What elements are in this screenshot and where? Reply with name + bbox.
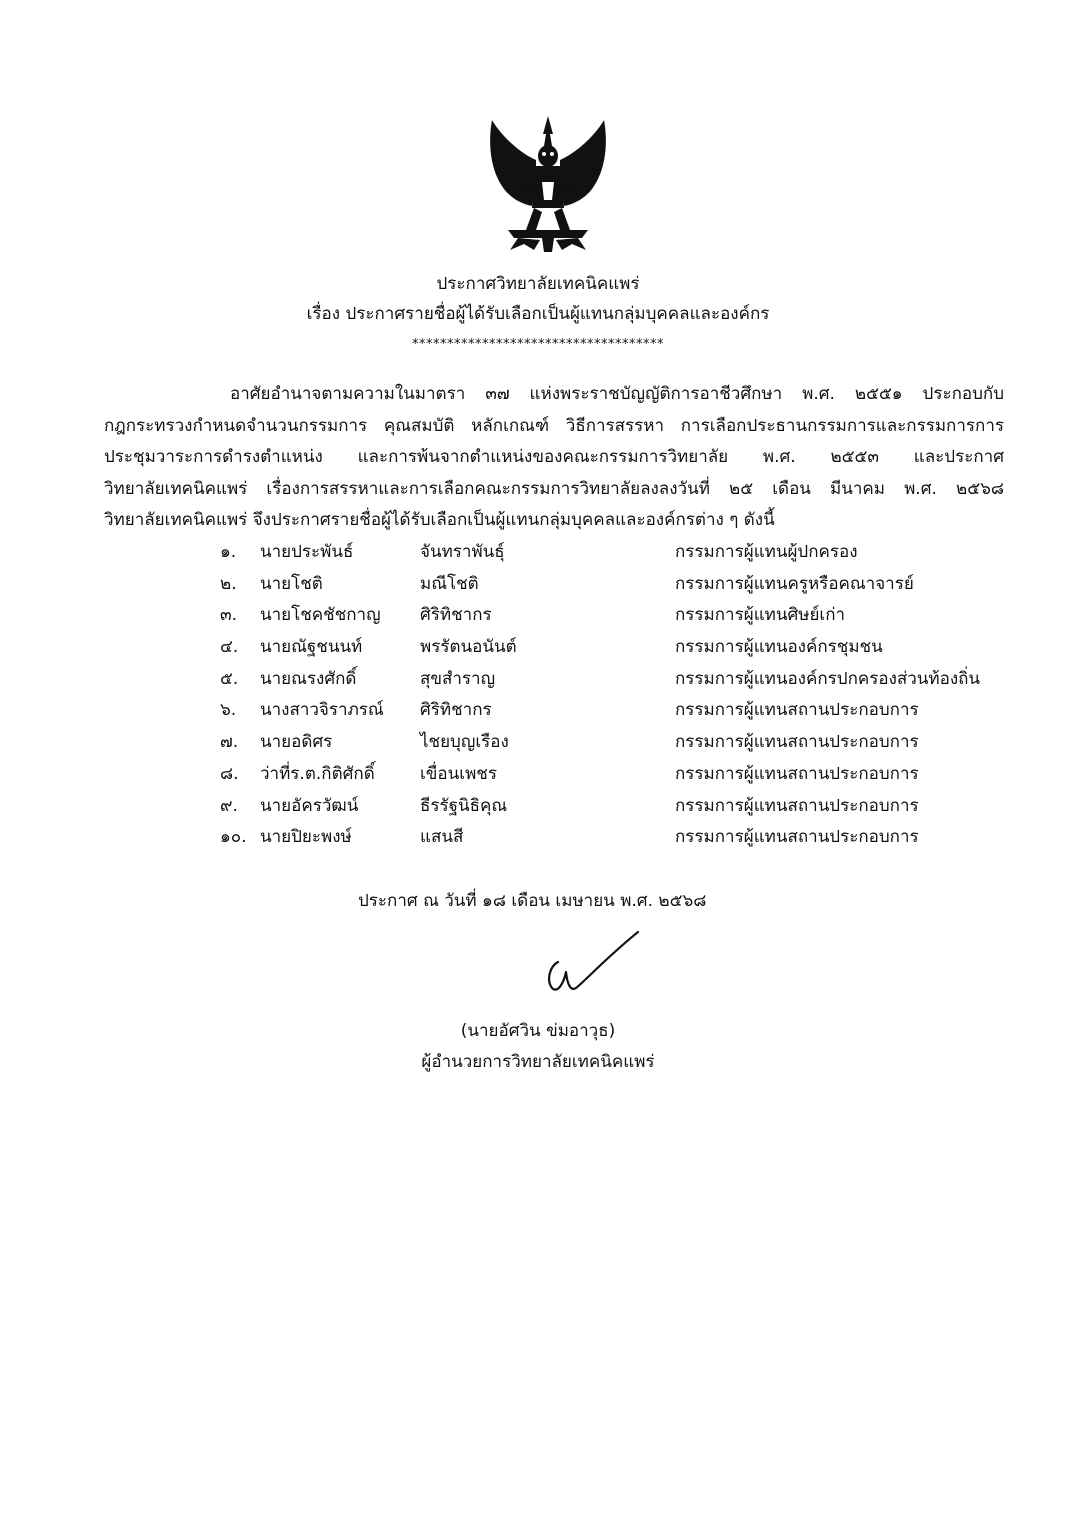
member-last-name: ไชยบุญเรือง (420, 732, 509, 753)
member-last-name: ธีรรัฐนิธิคุณ (420, 795, 508, 816)
member-number: ๗. (220, 732, 239, 753)
body-line: อาศัยอำนาจตามความในมาตรา ๓๗ แห่งพระราชบัญญัติการอาชีวศึกษา พ.ศ. ๒๕๕๑ ประกอบกับ (230, 384, 1004, 404)
list-item (220, 695, 1020, 727)
member-number: ๑. (220, 542, 237, 562)
member-role: กรรมการผู้แทนสถานประกอบการ (675, 763, 919, 784)
member-last-name: สุขสำราญ (420, 668, 496, 689)
member-first-name: นายประพันธ์ (260, 542, 354, 562)
list-item (220, 727, 1020, 759)
member-role: กรรมการผู้แทนองค์กรปกครองส่วนท้องถิ่น (675, 668, 981, 689)
member-number: ๑๐. (220, 827, 247, 848)
member-last-name: ศิริทิชากร (420, 700, 492, 721)
member-number: ๓. (220, 605, 238, 626)
list-item (220, 600, 1020, 632)
signature-image (536, 922, 646, 1002)
member-role: กรรมการผู้แทนผู้ปกครอง (675, 542, 858, 562)
announcement-date: ประกาศ ณ วันที่ ๑๘ เดือน เมษายน พ.ศ. ๒๕๖๘ (358, 891, 707, 911)
signer-position: ผู้อำนวยการวิทยาลัยเทคนิคแพร่ (421, 1052, 655, 1072)
member-number: ๕. (220, 668, 239, 689)
document-title: ประกาศวิทยาลัยเทคนิคแพร่ (436, 274, 640, 294)
member-role: กรรมการผู้แทนสถานประกอบการ (675, 827, 919, 848)
body-line: วิทยาลัยเทคนิคแพร่ เรื่องการสรรหาและการเลือกคณะกรรมการวิทยาลัยลงลงวันที่ ๒๕ เดือน มีนาคม พ.ศ. ๒๕๖๘ (104, 478, 1004, 499)
member-first-name: นายอดิศร (260, 732, 333, 753)
member-first-name: นายณัฐชนนท์ (260, 637, 363, 658)
signer-name: (นายอัศวิน ข่มอาวุธ) (460, 1021, 616, 1041)
list-item (220, 632, 1020, 664)
list-item (220, 791, 1020, 823)
member-first-name: นายโชคชัชกาญ (260, 605, 381, 626)
member-number: ๘. (220, 763, 239, 784)
member-last-name: เขื่อนเพชร (420, 763, 497, 784)
member-role: กรรมการผู้แทนองค์กรชุมชน (675, 637, 883, 658)
member-list (220, 537, 1020, 854)
member-role: กรรมการผู้แทนศิษย์เก่า (675, 605, 846, 626)
list-item (220, 822, 1020, 854)
member-role: กรรมการผู้แทนครูหรือคณาจารย์ (675, 573, 914, 594)
body-line: ประชุมวาระการดำรงตำแหน่ง และการพ้นจากตำแหน่งของคณะกรรมการวิทยาลัย พ.ศ. ๒๕๕๓ และประกาศ (104, 447, 1004, 467)
list-item (220, 537, 1020, 569)
member-first-name: นางสาวจิราภรณ์ (260, 700, 384, 721)
member-number: ๙. (220, 795, 238, 816)
list-item (220, 664, 1020, 696)
body-line: วิทยาลัยเทคนิคแพร่ จึงประกาศรายชื่อผู้ได้รับเลือกเป็นผู้แทนกลุ่มบุคคลและองค์กรต่าง ๆ ดังนี้ (104, 510, 775, 530)
member-role: กรรมการผู้แทนสถานประกอบการ (675, 795, 919, 816)
list-item (220, 759, 1020, 791)
member-number: ๒. (220, 573, 237, 594)
separator-stars: ************************************ (412, 337, 664, 352)
list-item (220, 569, 1020, 601)
member-first-name: นายโชติ (260, 573, 323, 594)
document-subject: เรื่อง ประกาศรายชื่อผู้ได้รับเลือกเป็นผู้แทนกลุ่มบุคคลและองค์กร (306, 304, 770, 324)
member-number: ๖. (220, 700, 237, 721)
member-last-name: จันทราพันธุ์ (420, 542, 505, 562)
member-first-name: นายปิยะพงษ์ (260, 827, 352, 848)
member-first-name: นายณรงศักดิ์ (260, 668, 357, 689)
member-role: กรรมการผู้แทนสถานประกอบการ (675, 700, 919, 721)
member-first-name: นายอัครวัฒน์ (260, 795, 359, 816)
member-last-name: มณีโชติ (420, 573, 479, 594)
member-last-name: แสนสี (420, 827, 464, 848)
member-last-name: พรรัตนอนันต์ (420, 637, 517, 658)
garuda-emblem (478, 112, 618, 254)
body-line: กฎกระทรวงกำหนดจำนวนกรรมการ คุณสมบัติ หลักเกณฑ์ วิธีการสรรหา การเลือกประธานกรรมการและกรรมการการ (104, 415, 1004, 436)
member-number: ๔. (220, 637, 239, 658)
body-paragraph (104, 379, 1004, 537)
member-last-name: ศิริทิชากร (420, 605, 492, 626)
member-first-name: ว่าที่ร.ต.กิติศักดิ์ (260, 763, 375, 784)
member-role: กรรมการผู้แทนสถานประกอบการ (675, 732, 919, 753)
